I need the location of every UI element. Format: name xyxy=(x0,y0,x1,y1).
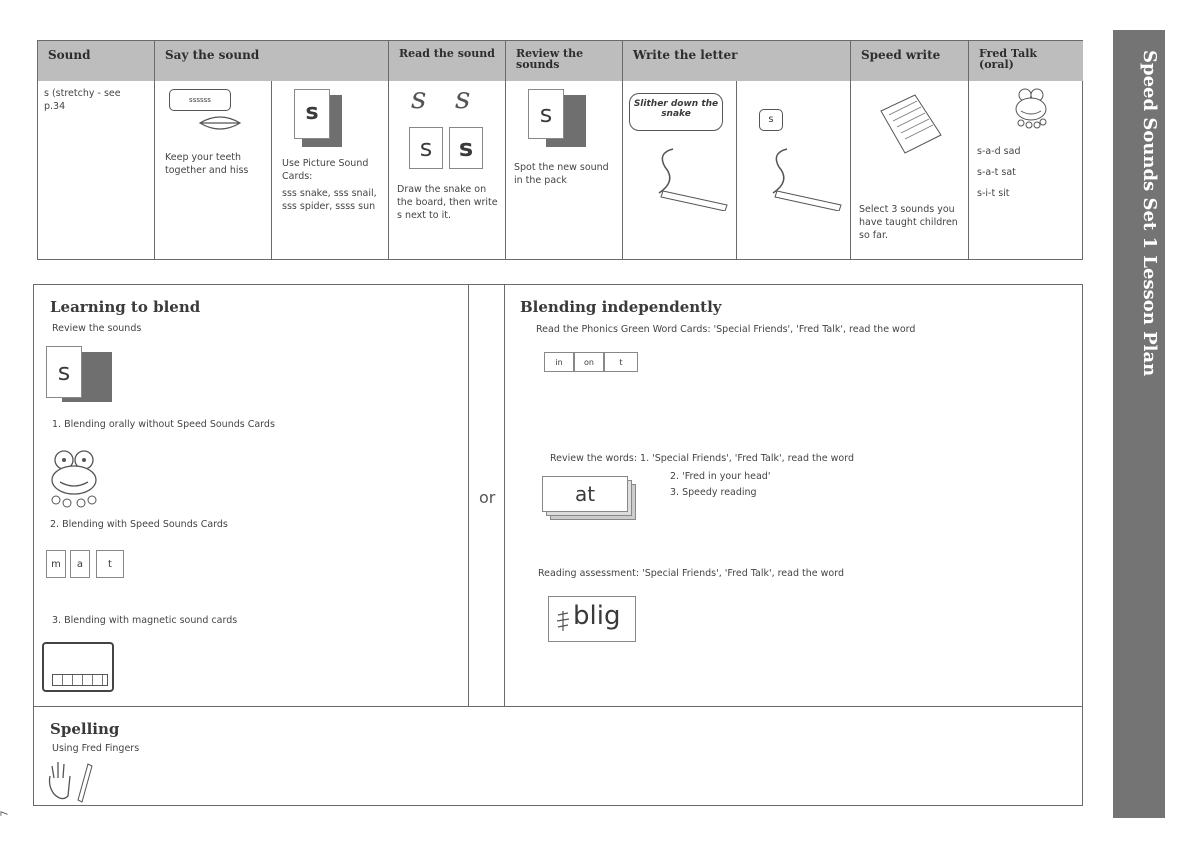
magnetic-board-icon xyxy=(42,642,114,692)
review-sound-card: s xyxy=(528,89,564,139)
read-sound-text: Draw the snake on the board, then write s next to it. xyxy=(397,184,498,221)
review-sounds-label: Review the sounds xyxy=(52,323,142,334)
write-letter-cell-2 xyxy=(737,81,851,259)
blig-word-card: blig xyxy=(548,596,636,642)
write-letter-cell-1 xyxy=(623,81,737,259)
header-sound: Sound xyxy=(38,41,155,81)
blending-independently-title: Blending independently xyxy=(520,298,722,316)
notepad-icon xyxy=(875,91,945,156)
say-sound-text: Keep your teeth together and hiss xyxy=(165,152,249,176)
fred-fingers-hand-icon xyxy=(44,756,94,804)
sound-cell-text: s (stretchy - see p.34 xyxy=(44,88,121,112)
at-word-card: at xyxy=(542,476,628,512)
speed-card-a: a xyxy=(70,550,90,578)
header-read-the-sound: Read the sound xyxy=(389,41,506,81)
fred-word-2: s-a-t sat xyxy=(977,167,1016,178)
fred-frog-icon xyxy=(1011,85,1051,129)
learning-sound-card: s xyxy=(46,346,82,398)
say-speech-bubble: ssssss xyxy=(169,89,231,111)
fred-word-1: s-a-d sad xyxy=(977,146,1021,157)
step-1-text: 1. Blending orally without Speed Sounds Cards xyxy=(52,419,275,430)
read-card-2: s xyxy=(449,127,483,169)
step-3-text: 3. Blending with magnetic sound cards xyxy=(52,615,238,626)
review-words-text: Review the words: 1. 'Special Friends', 'Fred Talk', read the word xyxy=(550,453,854,464)
word-card-t: t xyxy=(604,352,638,372)
header-speed-write: Speed write xyxy=(851,41,969,81)
pencil-snake-icon xyxy=(643,141,733,211)
review-sounds-cell xyxy=(506,81,623,259)
header-say-the-sound: Say the sound xyxy=(155,41,389,81)
speed-write-cell xyxy=(851,81,969,259)
or-label: or xyxy=(479,488,496,507)
read-card-1: s xyxy=(409,127,443,169)
speed-write-text: Select 3 sounds you have taught children so far. xyxy=(859,204,958,241)
spelling-title: Spelling xyxy=(50,720,120,738)
fred-fingers-text: Using Fred Fingers xyxy=(52,743,140,754)
fred-talk-words xyxy=(977,141,1077,204)
say-sound-cell xyxy=(155,81,272,259)
word-card-in: in xyxy=(544,352,574,372)
picture-sound-card: s xyxy=(294,89,330,139)
page-number: 7 xyxy=(0,810,11,817)
picture-card-cell xyxy=(272,81,389,259)
review-sounds-text: Spot the new sound in the pack xyxy=(514,162,609,186)
speed-card-m: m xyxy=(46,550,66,578)
small-letter-bubble: s xyxy=(759,109,783,131)
spelling-panel xyxy=(33,706,1083,806)
lips-icon xyxy=(195,113,245,133)
lesson-plan-title: Speed Sounds Set 1 Lesson Plan xyxy=(1139,50,1160,377)
read-sound-cell: s s s s Draw the snake on the board, then write s next to it. xyxy=(389,81,506,259)
reading-assessment-text: Reading assessment: 'Special Friends', 'Fred Talk', read the word xyxy=(538,568,844,579)
pencil-snake-icon-2 xyxy=(757,141,847,211)
fred-frog-large-icon xyxy=(44,446,106,508)
write-speech-bubble: Slither down the snake xyxy=(629,93,723,131)
green-word-cards-text: Read the Phonics Green Word Cards: 'Special Friends', 'Fred Talk', read the word xyxy=(536,324,916,335)
learning-to-blend-title: Learning to blend xyxy=(50,298,201,316)
sound-lesson-table xyxy=(37,40,1083,260)
header-write-the-letter: Write the letter xyxy=(623,41,851,81)
header-review-the-sounds: Review the sounds xyxy=(506,41,623,81)
picture-card-words: sss snake, sss snail, sss spider, ssss sun xyxy=(282,188,377,212)
sound-cell xyxy=(38,81,155,259)
fred-talk-cell xyxy=(969,81,1083,259)
fred-in-head-text: 2. 'Fred in your head' xyxy=(670,471,771,482)
speed-card-t: t xyxy=(96,550,124,578)
header-fred-talk: Fred Talk (oral) xyxy=(969,41,1083,81)
alien-icon xyxy=(555,609,571,633)
speedy-reading-text: 3. Speedy reading xyxy=(670,487,757,498)
picture-card-text: Use Picture Sound Cards: xyxy=(282,158,369,182)
word-card-on: on xyxy=(574,352,604,372)
panel-divider-left xyxy=(468,284,469,706)
step-2-text: 2. Blending with Speed Sounds Cards xyxy=(50,519,228,530)
panel-divider-right xyxy=(504,284,505,706)
fred-word-3: s-i-t sit xyxy=(977,188,1010,199)
